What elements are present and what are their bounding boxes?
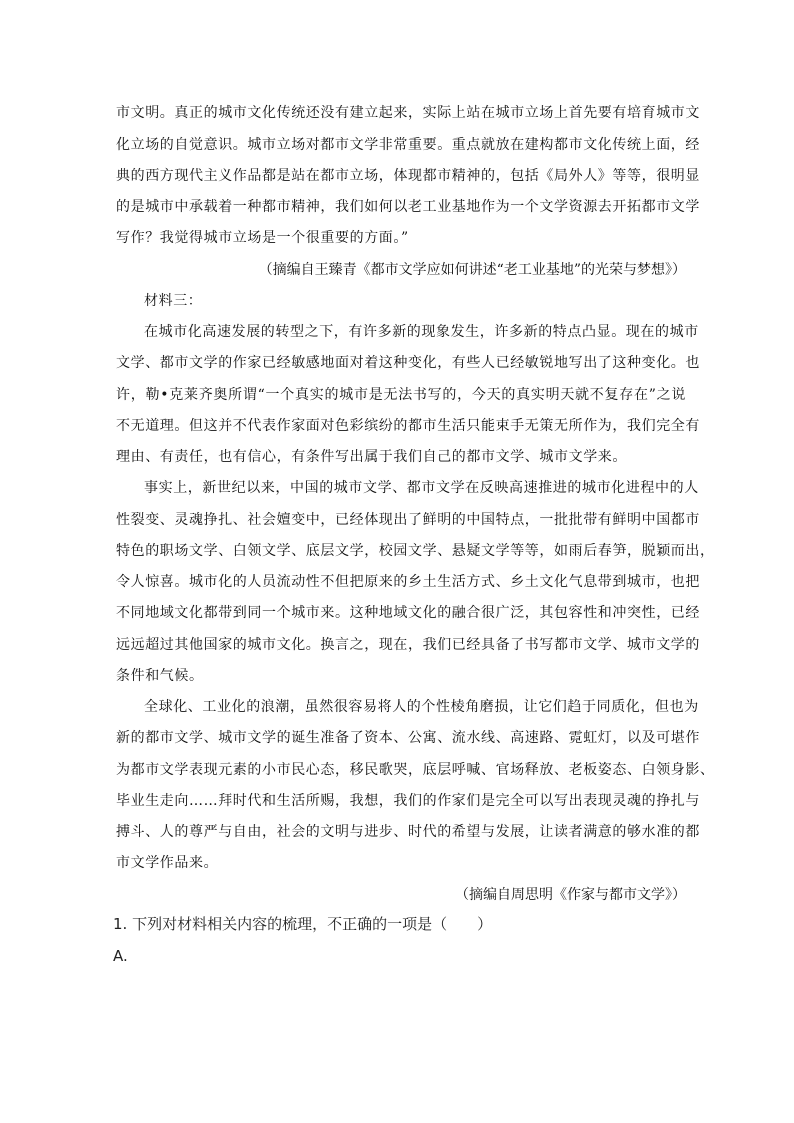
material3-p3-line-1: 全球化、工业化的浪潮，虽然很容易将人的个性棱角磨损，让它们趋于同质化，但也为: [144, 699, 699, 715]
material3-p1-line-4: 不无道理。但这并不代表作家面对色彩缤纷的都市生活只能束手无策无所作为，我们完全有: [116, 418, 700, 434]
material3-p1-line-5: 理由、有责任，也有信心，有条件写出属于我们自己的都市文学、城市文学来。: [116, 449, 627, 465]
material3-p2-line-4: 令人惊喜。城市化的人员流动性不但把原来的乡土生活方式、乡土文化气息带到城市，也把: [116, 574, 700, 590]
material2-line-2: 化立场的自觉意识。城市立场对都市文学非常重要。重点就放在建构都市文化传统上面，经: [116, 137, 700, 153]
material3-p2-line-2: 性裂变、灵魂挣扎、社会嬗变中，已经体现出了鲜明的中国特点，一批批带有鲜明中国都市: [116, 512, 700, 528]
material3-p3-line-3: 为都市文学表现元素的小市民心态，移民歌哭，底层呼喊、官场释放、老板姿态、白领身影、: [116, 762, 715, 778]
material3-p1-line-3: 许，勒•克莱齐奥所谓“一个真实的城市是无法书写的，今天的真实明天就不复存在”之说: [116, 387, 686, 403]
material2-line-5: 写作？我觉得城市立场是一个很重要的方面。”: [116, 230, 409, 246]
material3-p3-line-4: 毕业生走向……拜时代和生活所赐，我想，我们的作家们是完全可以写出表现灵魂的挣扎与: [116, 793, 700, 809]
material3-p2-line-5: 不同地域文化都带到同一个城市来。这种地域文化的融合很广泛，其包容性和冲突性，已经: [116, 605, 700, 621]
material3-p2-line-1: 事实上，新世纪以来，中国的城市文学、都市文学在反映高速推进的城市化进程中的人: [144, 480, 699, 496]
material3-source: （摘编自周思明《作家与都市文学》）: [455, 887, 686, 903]
material3-p2-line-3: 特色的职场文学、白领文学、底层文学，校园文学、悬疑文学等等，如雨后春笋，脱颖而出，: [116, 543, 715, 559]
material2-line-4: 的是城市中承载着一种都市精神，我们如何以老工业基地作为一个文学资源去开拓都市文学: [116, 199, 700, 215]
material2-line-1: 市文明。真正的城市文化传统还没有建立起来，实际上站在城市立场上首先要有培育城市文: [116, 105, 700, 121]
option-a: A.: [113, 947, 128, 965]
material3-p3-line-2: 新的都市文学、城市文学的诞生准备了资本、公寓、流水线、高速路、霓虹灯，以及可堪作: [116, 730, 700, 746]
material3-p2-line-7: 条件和气候。: [116, 668, 204, 684]
question-stem: 1. 下列对材料相关内容的梳理，不正确的一项是（ ）: [113, 915, 493, 933]
material3-p1-line-1: 在城市化高速发展的转型之下，有许多新的现象发生，许多新的特点凸显。现在的城市: [144, 324, 699, 340]
material3-heading: 材料三：: [144, 293, 203, 309]
material3-p2-line-6: 远远超过其他国家的城市文化。换言之，现在，我们已经具备了书写都市文学、城市文学的: [116, 637, 700, 653]
material2-line-3: 典的西方现代主义作品都是站在都市立场，体现都市精神的，包括《局外人》等等，很明显: [116, 168, 700, 184]
material3-p3-line-5: 搏斗、人的尊严与自由，社会的文明与进步、时代的希望与发展，让读者满意的够水准的都: [116, 824, 700, 840]
material3-p1-line-2: 文学、都市文学的作家已经敏感地面对着这种变化，有些人已经敏锐地写出了这种变化。也: [116, 355, 700, 371]
material3-p3-line-6: 市文学作品来。: [116, 855, 219, 871]
material2-source: （摘编自王臻青《都市文学应如何讲述“老工业基地”的光荣与梦想》）: [258, 262, 686, 278]
